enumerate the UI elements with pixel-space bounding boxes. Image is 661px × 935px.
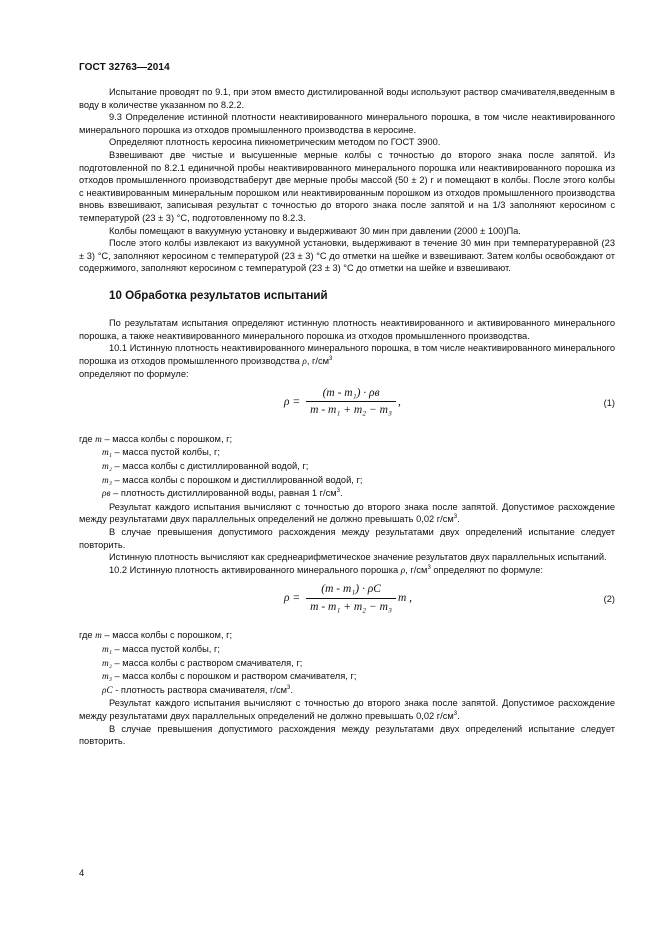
paragraph: После этого колбы извлекают из вакуумной установки, выдерживают в течение 30 мин при температуреравной (23 ± 3) °С, заполняют керосином с температурой (23 ± 3) °С до отметки на шейке и взвешивают. Затем колбы освобождают от содержимого, заполняют керосином с температурой (23 ± 3) °С до отметки на шейке и взвешивают.	[79, 238, 615, 274]
formula-denominator: m - m₁ + m₂ − m₃	[310, 404, 392, 417]
paragraph: По результатам испытания определяют истинную плотность неактивированного и активированного минерального порошка, а также неактивированного минерального порошка из отходов промышленного производства.	[79, 317, 615, 341]
paragraph-10-1: 10.1 Истинную плотность неактивированного минерального порошка, в том числе неактивированного минерального порошка из отходов промышленного производства ρ, $г/см^3$ определяют по формуле:	[79, 343, 615, 380]
formula-numerator: (m - m₁) · ρв	[306, 387, 396, 403]
paragraph: Колбы помещают в вакуумную установку и выдерживают 30 мин при давлении (2000 ± 100)Па.	[109, 225, 521, 236]
paragraph: В случае превышения допустимого расхождения между результатами двух определений испытание следует повторить.	[79, 723, 615, 747]
paragraph: Определяют плотность керосина пикнометрическим методом по ГОСТ 3900.	[109, 137, 441, 148]
section-title: 10 Обработка результатов испытаний	[109, 288, 328, 302]
formula-tail: m ,	[397, 592, 413, 605]
formula-2	[79, 581, 615, 625]
legend-item: m₂ – масса колбы с дистиллированной водой, г;	[102, 461, 309, 473]
rho-symbol: ρ	[400, 565, 406, 576]
legend-item: где m – масса колбы с порошком, г;	[79, 630, 233, 642]
formula-lhs: ρ =	[284, 592, 301, 605]
legend-item: m₃ – масса колбы с порошком и дистиллированной водой, г;	[102, 474, 363, 486]
formula-number: (2)	[603, 594, 615, 605]
paragraph: Взвешивают две чистые и высушенные мерные колбы с точностью до второго знака после запятой. Из подготовленной по 8.2.1 единичной пробы неактивированного минерального порошка или неактивированного порошка из отходов промышленного производстваберут две мерные пробы массой (50 ± 2) г и помещают в колбы. После этого колбы с неактивированным минеральным порошком или неактивированным порошком из отходов промышленного производства вновь взвешивают, записывая результат с точностью до второго знака после запятой и на 1/3 заполняют керосином с температурой (23 ± 3) °С, подготовленному по 8.2.3.	[79, 149, 615, 223]
paragraph: Испытание проводят по 9.1, при этом вместо дистилированной воды используют раствор смачивателя,введенным в воду в количестве указанном по 8.2.2.	[79, 87, 615, 110]
document-body	[79, 86, 615, 748]
legend-item: m₁ – масса пустой колбы, г;	[102, 644, 220, 655]
formula-1	[79, 385, 615, 429]
legend-item: ρв – плотность дистиллированной воды, равная 1 $г/см^3$.	[102, 488, 343, 500]
legend-item: ρC - плотность раствора смачивателя, $г/см^3$.	[102, 684, 293, 696]
formula-lhs: ρ =	[284, 395, 301, 408]
rho-symbol: ρ	[302, 356, 307, 367]
legend-item: где m – масса колбы с порошком, г;	[79, 433, 233, 445]
paragraph: В случае превышения допустимого расхождения между результатами двух определений испытание следует повторить.	[79, 527, 615, 550]
paragraph-9-3: 9.3 Определение истинной плотности неактивированного минерального порошка, в том числе неактивированного минерального порошка из отходов промышленного производства в керосине.	[79, 112, 615, 135]
legend-item: m₂ – масса колбы с раствором смачивателя, г;	[102, 657, 303, 669]
legend-item: m₁ – масса пустой колбы, г;	[102, 447, 220, 459]
paragraph: Результат каждого испытания вычисляют с точностью до второго знака после запятой. Допустимое расхождение между результатами двух параллельных определений не должно превышать 0,02 $г/см^3$.	[79, 698, 615, 721]
paragraph: Истинную плотность вычисляют как среднеарифметическое значение результатов двух параллельных испытаний.	[109, 552, 607, 563]
legend-item: m₃ – масса колбы с порошком и раствором смачивателя, г;	[102, 671, 357, 683]
paragraph-10-2: 10.2 Истинную плотность активированного минерального порошка ρ, $г/см^3$ определяют по формуле:	[109, 564, 543, 576]
formula-denominator: m - m₁ + m₂ − m₃	[310, 601, 392, 613]
page-number: 4	[79, 868, 85, 879]
formula-tail: ,	[397, 395, 401, 408]
formula-numerator: (m - m₁) · ρC	[306, 583, 396, 599]
document-header: ГОСТ 32763—2014	[79, 62, 170, 73]
paragraph: Результат каждого испытания вычисляют с точностью до второго знака после запятой. Допустимое расхождение между результатами двух параллельных определений не должно превышать 0,02 $г/см^3$.	[79, 501, 615, 525]
formula-number: (1)	[603, 397, 615, 408]
